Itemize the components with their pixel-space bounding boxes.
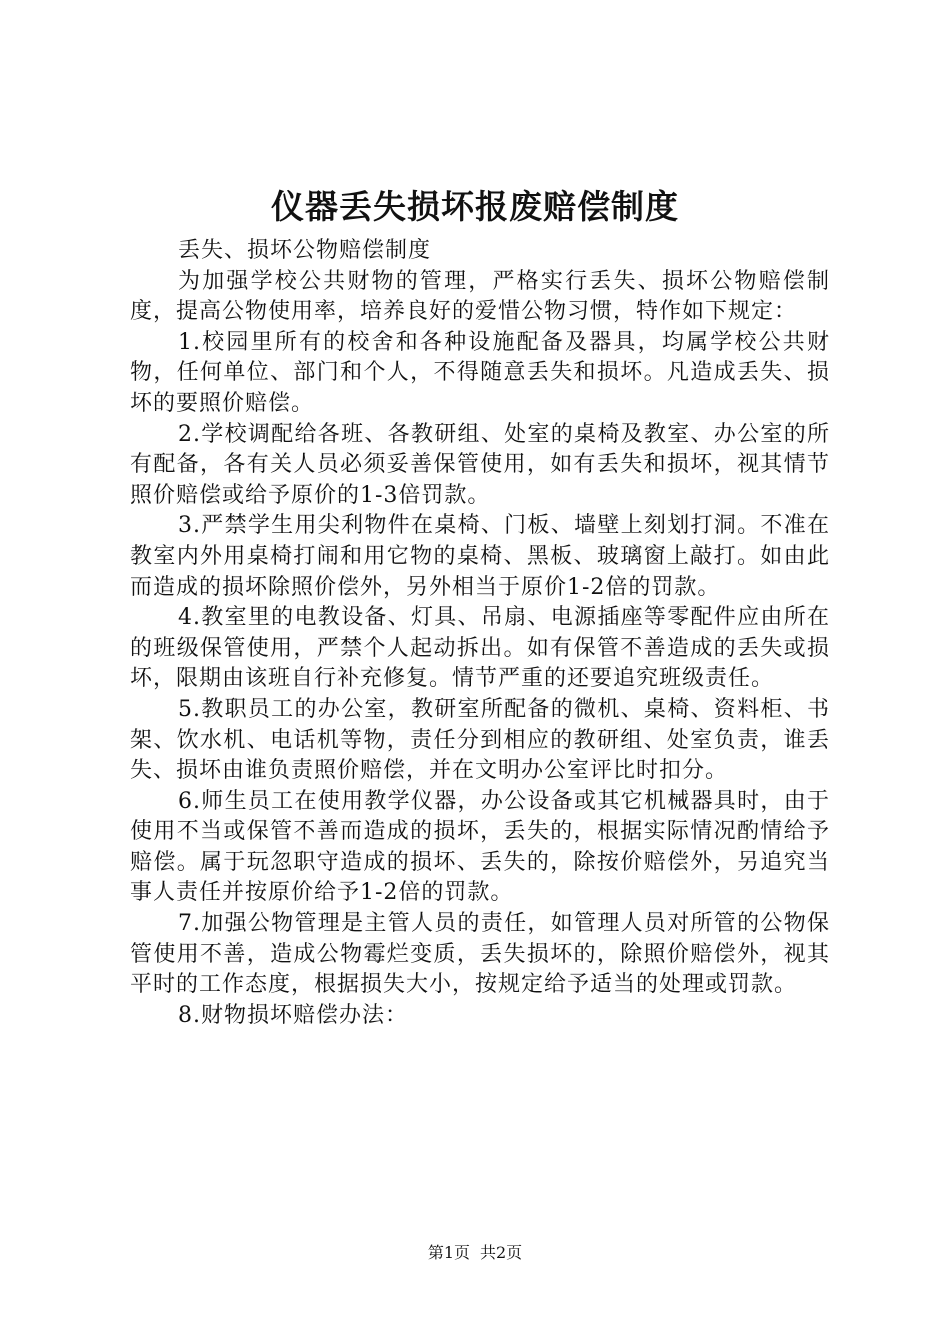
body-paragraph: 7.加强公物管理是主管人员的责任，如管理人员对所管的公物保管使用不善，造成公物霉烂变质，丢失损坏的，除照价赔偿外，视其平时的工作态度，根据损失大小，按规定给予适当的处理或罚款。	[130, 911, 830, 998]
document-body	[130, 236, 830, 1031]
page-number: 第1页	[427, 1243, 470, 1262]
body-paragraph: 8.财物损坏赔偿办法：	[178, 1002, 408, 1028]
page-total: 共2页	[480, 1243, 523, 1262]
page-footer	[0, 1240, 950, 1266]
body-paragraph: 2.学校调配给各班、各教研组、处室的桌椅及教室、办公室的所有配备，各有关人员必须妥善保管使用，如有丢失和损坏，视其情节照价赔偿或给予原价的1-3倍罚款。	[130, 421, 830, 508]
body-paragraph: 6.师生员工在使用教学仪器，办公设备或其它机械器具时，由于使用不当或保管不善而造成的损坏，丢失的，根据实际情况酌情给予赔偿。属于玩忽职守造成的损坏、丢失的，除按价赔偿外，另追究当事人责任并按原价给予1-2倍的罚款。	[130, 788, 830, 906]
body-paragraph: 为加强学校公共财物的管理，严格实行丢失、损坏公物赔偿制度，提高公物使用率，培养良好的爱惜公物习惯，特作如下规定：	[130, 268, 830, 325]
body-paragraph: 丢失、损坏公物赔偿制度	[178, 238, 432, 263]
body-paragraph: 4.教室里的电教设备、灯具、吊扇、电源插座等零配件应由所在的班级保管使用，严禁个人起动拆出。如有保管不善造成的丢失或损坏，限期由该班自行补充修复。情节严重的还要追究班级责任。	[130, 605, 830, 692]
body-paragraph: 1.校园里所有的校舍和各种设施配备及器具，均属学校公共财物，任何单位、部门和个人，不得随意丢失和损坏。凡造成丢失、损坏的要照价赔偿。	[130, 329, 830, 416]
body-paragraph: 3.严禁学生用尖利物件在桌椅、门板、墙壁上刻划打洞。不准在教室内外用桌椅打闹和用它物的桌椅、黑板、玻璃窗上敲打。如由此而造成的损坏除照价偿外，另外相当于原价1-2倍的罚款。	[130, 513, 830, 600]
body-paragraph: 5.教职员工的办公室，教研室所配备的微机、桌椅、资料柜、书架、饮水机、电话机等物，责任分到相应的教研组、处室负责，谁丢失、损坏由谁负责照价赔偿，并在文明办公室评比时扣分。	[130, 696, 830, 784]
document-title: 仪器丢失损坏报废赔偿制度	[271, 187, 679, 226]
